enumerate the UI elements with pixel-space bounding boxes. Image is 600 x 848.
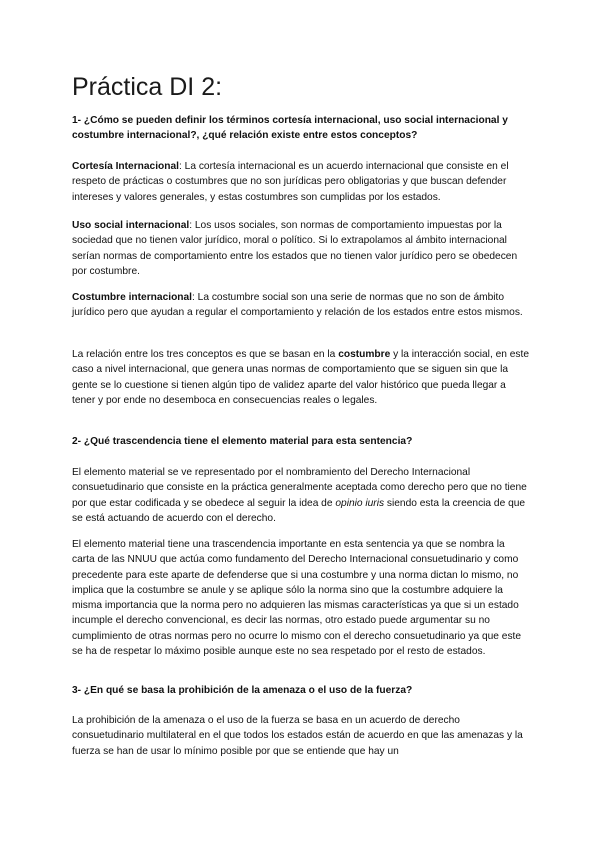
text-uso-social: : Los usos sociales, son normas de comportamiento impuestas por la sociedad que no tienen valor jurídico, moral o político. Si lo extrapolamos al ámbito internacional serían normas de comportamiento entre los estados que no tienen valor jurídico pero se obedecen por costumbre. [72, 220, 518, 277]
paragraph-uso-social [72, 218, 530, 279]
paragraph-costumbre [72, 290, 530, 321]
text-em1-pre: El elemento material se ve representado por el nombramiento del Derecho Internacional consuetudinario que consiste en la práctica generalmente aceptada como derecho pero que no tiene por que estar codificada y se obedece al seguir la idea de [72, 467, 527, 509]
page-title: Práctica DI 2: [72, 73, 223, 101]
paragraph-prohibicion: La prohibición de la amenaza o el uso de la fuerza se basa en un acuerdo de derecho consuetudinario multilateral en el que todos los estados están de acuerdo en que las amenazas y la fuerza se han de usar lo mínimo posible por que se entiende que hay un [72, 715, 523, 757]
paragraph-elemento-material-2: El elemento material tiene una trascendencia importante en esta sentencia ya que se nombra la carta de las NNUU que actúa como fundamento del Derecho Internacional consuetudinario y como precedente para este aparte de defenderse que si una costumbre y una norma dictan lo mismo, no implica que la costumbre se anule y se aplique sólo la norma sino que la costumbre adquiere la misma importancia que la norma pero no adquieren las mismas características ya que si un estado incumple el derecho convencional, es decir las normas, otro estado puede argumentar su no cumplimiento de otras normas pero no ocurre lo mismo con el derecho consuetudinario ya que este se ha de respetar lo máximo posible aunque este no sea respetado por el resto de estados. [72, 539, 522, 658]
term-cortesia: Cortesía Internacional [72, 161, 179, 172]
text-em1-post: siendo esta la creencia de que se está actuando de acuerdo con el derecho. [72, 497, 526, 524]
text-costumbre: : La costumbre social son una serie de normas que no son de ámbito jurídico pero que ayudan a regular el comportamiento y relación de los estados entre estos mismos. [72, 292, 523, 319]
text-relacion-post: y la interacción social, en este caso a nivel internacional, que genera unas normas de comportamiento que se siguen sin que la gente se lo cuestione si tienen algún tipo de validez aparte del valor histórico que pueda llegar a tener y por ende no desemboca en consecuencias reales o legales. [72, 349, 530, 406]
question-2: 2- ¿Qué trascendencia tiene el elemento material para esta sentencia? [72, 436, 413, 447]
term-costumbre: Costumbre internacional [72, 292, 193, 303]
text-em1-italic: opinio iuris [335, 497, 385, 509]
paragraph-cortesia [72, 159, 530, 205]
text-relacion-pre: La relación entre los tres conceptos es que se basan en la [72, 349, 339, 360]
question-3: 3- ¿En qué se basa la prohibición de la amenaza o el uso de la fuerza? [72, 685, 413, 696]
text-cortesia: : La cortesía internacional es un acuerdo internacional que consiste en el respeto de prácticas o costumbres que no son jurídicas pero obligatorias y que buscan defender intereses y valores generales, y estas costumbres son cumplidas por los estados. [72, 161, 509, 203]
question-1: 1- ¿Cómo se pueden definir los términos cortesía internacional, uso social internacional y costumbre internacional?, ¿qué relación existe entre estos conceptos? [72, 115, 508, 142]
paragraph-relacion [72, 347, 530, 408]
text-relacion-bold: costumbre [338, 349, 391, 360]
paragraph-elemento-material-1 [72, 465, 530, 526]
term-uso-social: Uso social internacional [72, 220, 190, 231]
